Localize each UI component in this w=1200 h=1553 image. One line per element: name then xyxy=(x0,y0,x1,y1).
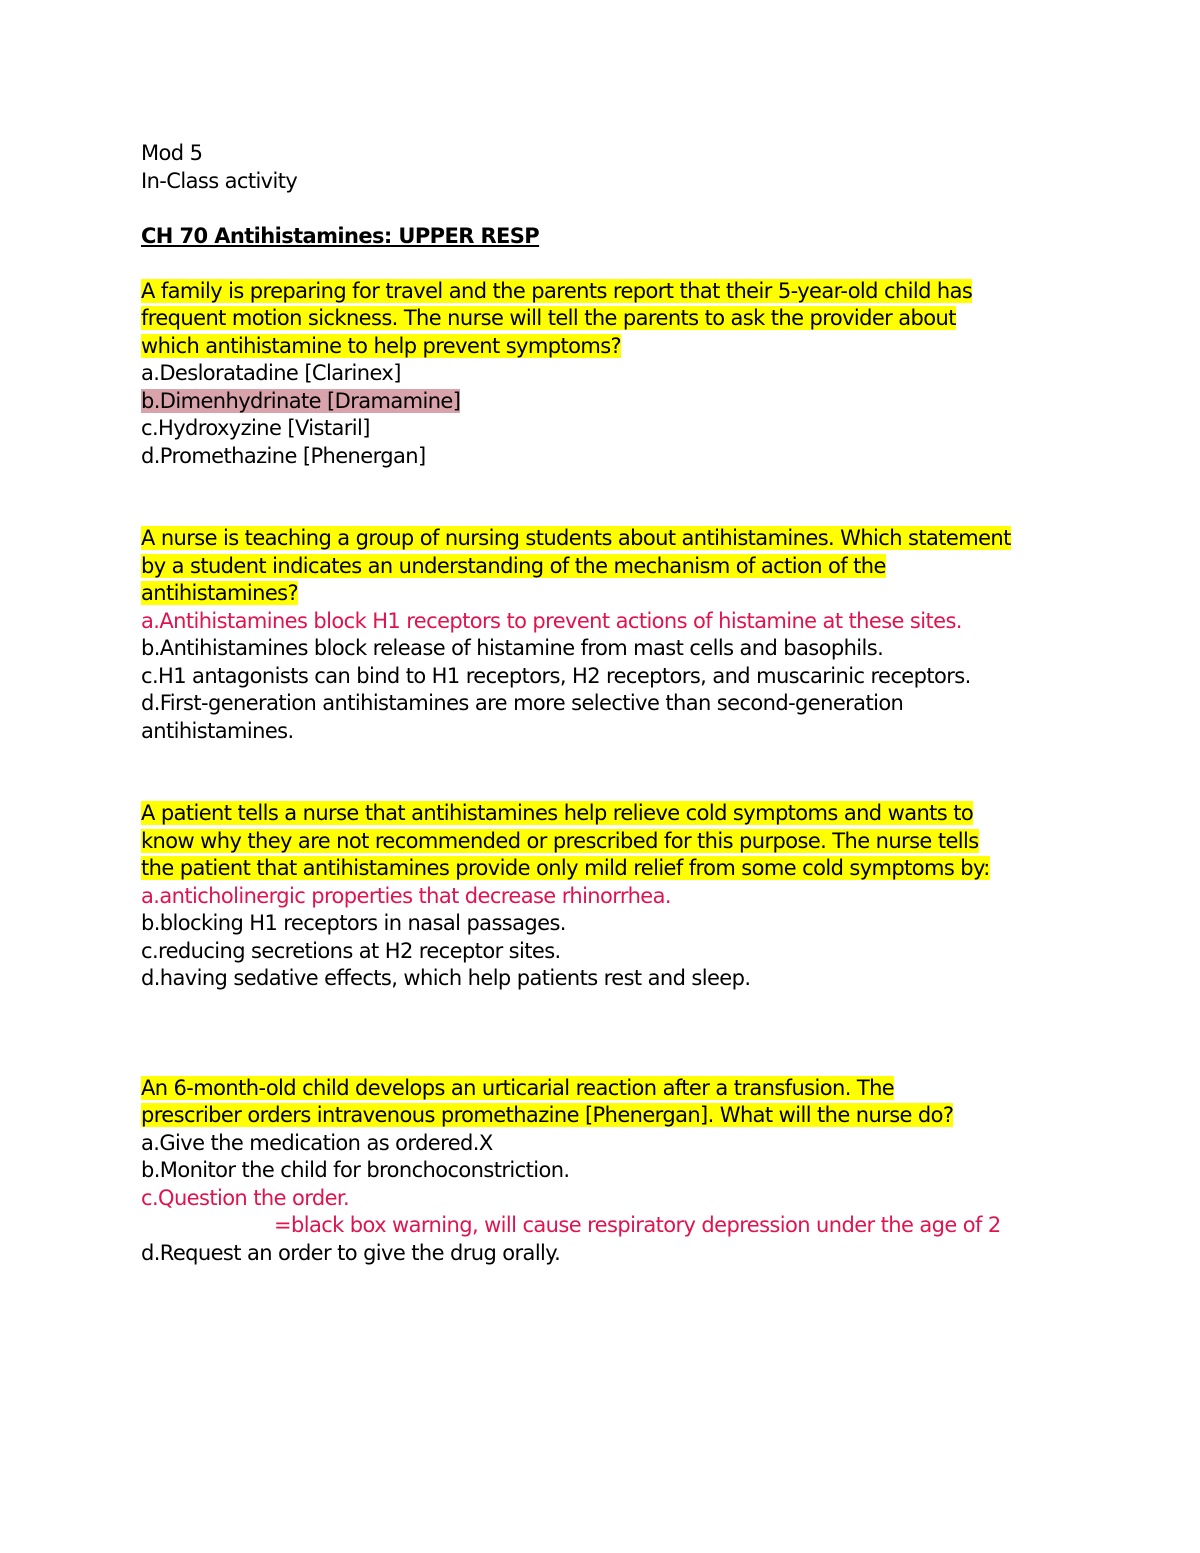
question-3-stem-line: know why they are not recommended or prescribed for this purpose. The nurse tells xyxy=(141,828,979,853)
question-4-option-c-answer: c.Question the order. xyxy=(141,1185,350,1210)
question-3-option-a-answer: a.anticholinergic properties that decrease rhinorrhea. xyxy=(141,883,671,908)
question-2 xyxy=(141,525,1101,745)
question-3-option-b: b.blocking H1 receptors in nasal passages. xyxy=(141,911,566,935)
question-1-stem-line: which antihistamine to help prevent symptoms? xyxy=(141,333,622,358)
spacer xyxy=(141,250,1101,278)
question-1-option-b-selected: b.Dimenhydrinate [Dramamine] xyxy=(141,388,461,413)
spacer xyxy=(141,470,1101,525)
question-2-stem-line: antihistamines? xyxy=(141,581,299,605)
question-3-option-c: c.reducing secretions at H2 receptor sites. xyxy=(141,938,561,963)
question-3-stem-line: A patient tells a nurse that antihistamines help relieve cold symptoms and wants to xyxy=(141,801,974,825)
question-1-option-a: a.Desloratadine [Clarinex] xyxy=(141,361,401,385)
question-3 xyxy=(141,800,1101,993)
module-label: Mod 5 xyxy=(141,141,203,165)
question-1-stem-line: frequent motion sickness. The nurse will tell the parents to ask the provider about xyxy=(141,306,956,330)
question-2-option-c: c.H1 antagonists can bind to H1 receptors, H2 receptors, and muscarinic receptors. xyxy=(141,663,971,688)
question-2-option-d: d.First-generation antihistamines are more selective than second-generation xyxy=(141,691,904,715)
document-page xyxy=(141,140,1101,1267)
question-2-stem-line: by a student indicates an understanding of the mechanism of action of the xyxy=(141,553,886,578)
question-1-option-d: d.Promethazine [Phenergan] xyxy=(141,443,426,468)
spacer xyxy=(141,745,1101,800)
activity-label: In-Class activity xyxy=(141,168,298,193)
question-2-option-d-cont: antihistamines. xyxy=(141,718,294,743)
question-1-option-c: c.Hydroxyzine [Vistaril] xyxy=(141,416,370,440)
question-3-stem-line: the patient that antihistamines provide only mild relief from some cold symptoms by: xyxy=(141,856,990,880)
spacer xyxy=(141,195,1101,223)
spacer xyxy=(141,993,1101,1075)
question-4-stem-line: An 6-month-old child develops an urticarial reaction after a transfusion. The xyxy=(141,1075,895,1100)
question-2-option-b: b.Antihistamines block release of histamine from mast cells and basophils. xyxy=(141,636,884,660)
question-2-option-a-answer: a.Antihistamines block H1 receptors to prevent actions of histamine at these sites. xyxy=(141,608,962,633)
question-3-option-d: d.having sedative effects, which help patients rest and sleep. xyxy=(141,966,751,990)
question-4-answer-note: =black box warning, will cause respiratory depression under the age of 2 xyxy=(274,1213,1001,1237)
question-4-stem-line: prescriber orders intravenous promethazine [Phenergan]. What will the nurse do? xyxy=(141,1103,954,1127)
question-4-option-b: b.Monitor the child for bronchoconstriction. xyxy=(141,1158,570,1182)
question-4 xyxy=(141,1075,1101,1268)
question-2-stem-line: A nurse is teaching a group of nursing students about antihistamines. Which statement xyxy=(141,526,1011,550)
question-1-stem-line: A family is preparing for travel and the parents report that their 5-year-old child has xyxy=(141,278,973,303)
question-4-option-a: a.Give the medication as ordered.X xyxy=(141,1130,493,1155)
question-4-option-d: d.Request an order to give the drug orally. xyxy=(141,1240,561,1265)
section-title: CH 70 Antihistamines: UPPER RESP xyxy=(141,223,540,248)
question-1 xyxy=(141,278,1101,471)
